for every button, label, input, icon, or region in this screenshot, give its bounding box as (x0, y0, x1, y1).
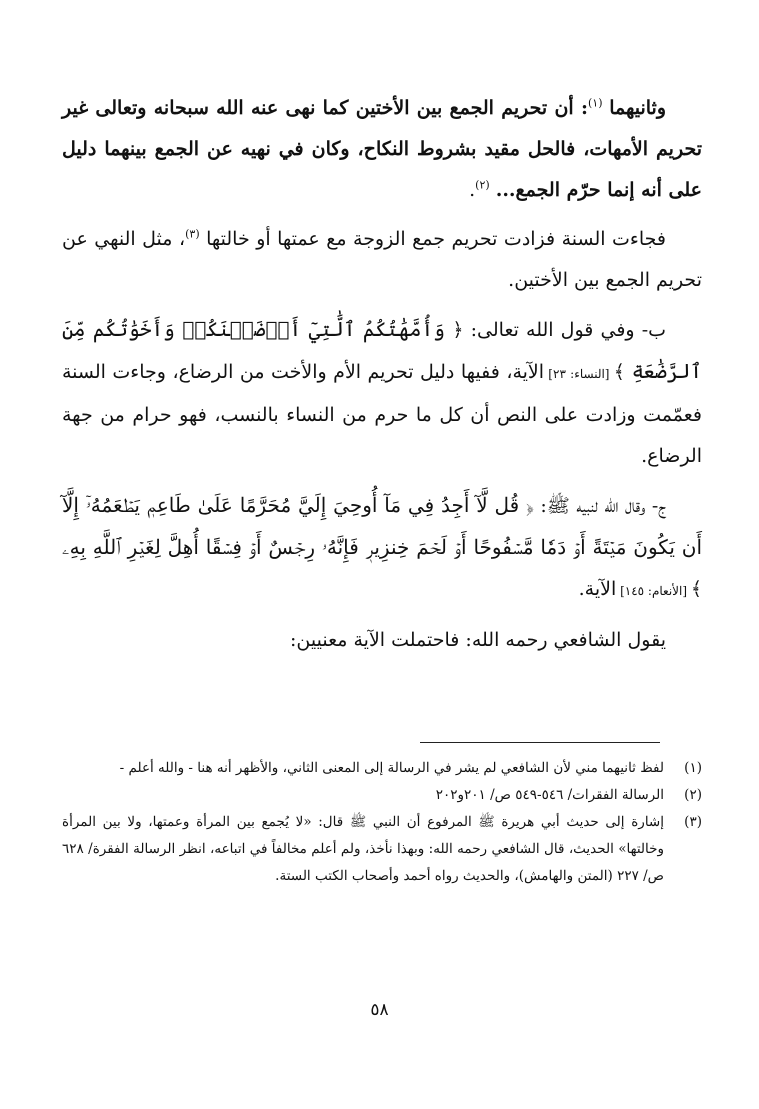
footnote-3 (62, 809, 702, 890)
verse-source-nisa: [النساء: ٢٣] (544, 367, 614, 381)
paragraph-1-text: : أن تحريم الجمع بين الأختين كما نهى عنه الله سبحانه وتعالى غير تحريم الأمهات، فالحل مقيد بشروط النكاح، وكان في نهيه عن الجمع بينهما دليل على أنه إنما حرّم الجمع... (62, 97, 702, 201)
paragraph-2 (62, 219, 702, 301)
main-text (62, 88, 702, 669)
paragraph-1-label: وثانيهما (609, 97, 666, 119)
paragraph-4-prefix: ج- وقال الله لنبيه ﷺ: ﴿ (526, 495, 666, 517)
paragraph-1 (62, 88, 702, 211)
footnote-number: (٣) (684, 814, 702, 830)
footnote-ref-2: (٢) (475, 178, 490, 192)
page-number: ٥٨ (370, 1000, 389, 1020)
footnote-text: الرسالة الفقرات/ ٥٤٦-٥٤٩ ص/ ٢٠١و٢٠٢ (435, 787, 664, 803)
footnote-ref-1: (١) (587, 96, 603, 110)
paragraph-2-text: فجاءت السنة فزادت تحريم جمع الزوجة مع عمتها أو خالتها (206, 228, 666, 250)
paragraph-5 (62, 620, 702, 661)
footnote-1 (62, 755, 702, 782)
paragraph-3-text: الآية، ففيها دليل تحريم الأم والأخت من الرضاع، وجاءت السنة فعمّمت وزادت على النص أن كل ما حرم من النساء بالنسب، فهو حرام من جهة الرضاع. (62, 361, 703, 467)
paragraph-4-close: ﴾ (690, 578, 702, 600)
footnote-number: (١) (684, 760, 702, 776)
paragraph-3 (62, 309, 702, 477)
footnote-text: إشارة إلى حديث أبي هريرة ﷺ المرفوع أن النبي ﷺ قال: «لا يُجمع بين المرأة وعمتها، ولا بين المرأة وخالتها» الحديث، قال الشافعي رحمه الله: وبهذا نأخذ، ولم أعلم مخالفاً في اتباعه، انظر الرسالة الفقرة/ ٦٢٨ ص/ ٢٢٧ (المتن والهامش)، والحديث رواه أحمد وأصحاب الكتب الستة. (62, 814, 664, 884)
paragraph-4-text: الآية. (578, 578, 617, 600)
footnote-2 (62, 782, 702, 809)
footnotes (62, 755, 702, 890)
paragraph-3-close: ﴾ (613, 361, 625, 383)
quran-verse-anam: قُل لَّآ أَجِدُ فِي مَآ أُوحِيَ إِلَيَّ مُحَرَّمًا عَلَىٰ طَاعِمٖ يَطۡعَمُهُۥٓ إِلَّآ أَن يَكُونَ مَيۡتَةً أَوۡ دَمٗا مَّسۡفُوحًا أَوۡ لَحۡمَ خِنزِيرٖ فَإِنَّهُۥ رِجۡسٌ أَوۡ فِسۡقًا أُهِلَّ لِغَيۡرِ ٱللَّهِ بِهِۦ (62, 493, 702, 559)
paragraph-4 (62, 485, 702, 612)
paragraph-2-end: ، مثل النهي عن تحريم الجمع بين الأختين. (62, 228, 702, 291)
paragraph-5-text: يقول الشافعي رحمه الله: فاحتملت الآية معنيين: (290, 629, 666, 651)
paragraph-1-end: . (469, 179, 476, 201)
footnote-divider (420, 742, 660, 743)
verse-source-anam: [الأنعام: ١٤٥] (616, 584, 691, 598)
footnote-number: (٢) (684, 787, 702, 803)
quran-verse-nisa: وَأُمَّهَٰتُكُمُ ٱلَّٰتِيٓ أَرۡضَعۡنَكُمۡ وَأَخَوَٰتُكُم مِّنَ ٱلرَّضَٰعَةِ (62, 317, 703, 383)
paragraph-3-prefix: ب- وفي قول الله تعالى: ﴿ (452, 319, 666, 341)
footnote-text: لفظ ثانيهما مني لأن الشافعي لم يشر في الرسالة إلى المعنى الثاني، والأظهر أنه هنا - والله أعلم - (119, 760, 664, 776)
footnote-ref-3: (٣) (185, 227, 200, 241)
